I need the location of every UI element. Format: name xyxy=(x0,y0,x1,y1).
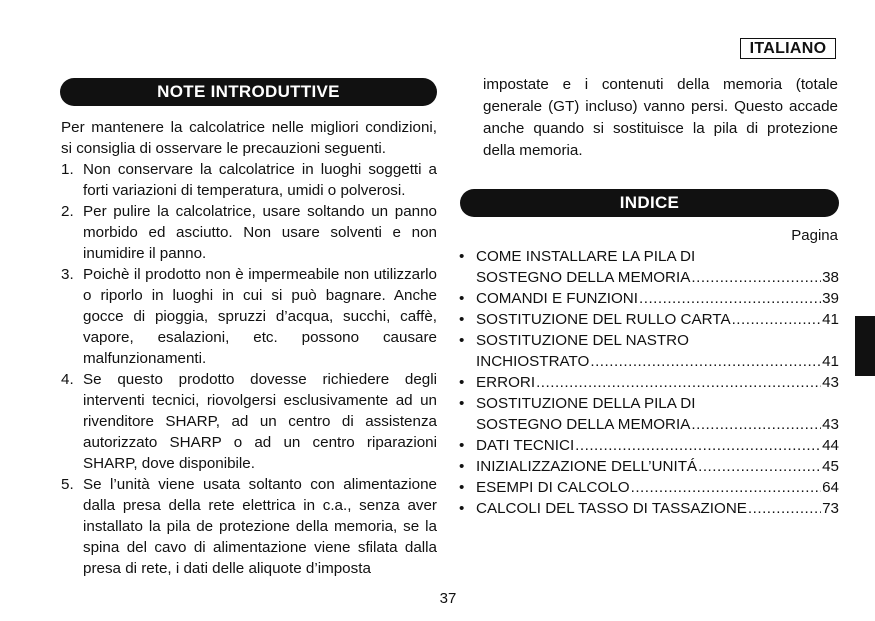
toc-entry xyxy=(459,372,839,393)
toc-entry-title: SOSTEGNO DELLA MEMORIA xyxy=(476,269,691,286)
item-number: 2. xyxy=(61,203,74,220)
bullet-icon: • xyxy=(459,290,465,307)
section-edge-tab xyxy=(855,316,875,376)
bullet-icon: • xyxy=(459,395,465,412)
toc-entry xyxy=(459,288,839,309)
toc-entry-page: 39 xyxy=(822,290,839,307)
toc-entry-page: 43 xyxy=(822,416,839,433)
item-number: 4. xyxy=(61,371,74,388)
item-text: Per pulire la calcolatrice, usare soltando un panno morbido ed asciutto. Non usare solventi e non inumidire il panno. xyxy=(83,203,437,262)
toc-entry-title: INIZIALIZZAZIONE DELL’UNITÁ xyxy=(476,458,698,475)
toc-entry-page: 73 xyxy=(822,500,839,517)
item-text: Se l’unità viene usata soltanto con alimentazione dalla presa della rete elettrica in c.a., senza aver installato la pila de protezione della memoria, se la spina del cavo di alimentazione viene sfilata dalla presa di rete, i dati delle aliquote d’imposta xyxy=(83,476,437,577)
toc-entry-page: 64 xyxy=(822,479,839,496)
toc-entry xyxy=(459,246,839,288)
toc-entry-page: 41 xyxy=(822,353,839,370)
page-number: 37 xyxy=(439,590,457,607)
section-heading-note-introduttive: NOTE INTRODUTTIVE xyxy=(60,78,437,106)
toc-entry xyxy=(459,435,839,456)
dot-leader xyxy=(691,267,821,288)
list-item xyxy=(61,369,437,474)
toc-entry-title: INCHIOSTRATO xyxy=(476,353,590,370)
table-of-contents xyxy=(459,246,839,519)
bullet-icon: • xyxy=(459,500,465,517)
toc-entry-page: 45 xyxy=(822,458,839,475)
dot-leader xyxy=(639,288,821,309)
toc-entry-title: DATI TECNICI xyxy=(476,437,575,454)
toc-entry-page: 41 xyxy=(822,311,839,328)
page-column-label: Pagina xyxy=(791,227,838,244)
toc-entry-title: SOSTITUZIONE DEL RULLO CARTA xyxy=(476,311,731,328)
dot-leader xyxy=(575,435,821,456)
item-number: 5. xyxy=(61,476,74,493)
toc-entry-page: 38 xyxy=(822,269,839,286)
list-item xyxy=(61,474,437,579)
toc-entry xyxy=(459,393,839,435)
bullet-icon: • xyxy=(459,374,465,391)
toc-entry-title: CALCOLI DEL TASSO DI TASSAZIONE xyxy=(476,500,747,517)
toc-entry xyxy=(459,456,839,477)
list-item xyxy=(61,201,437,264)
toc-entry-title: COME INSTALLARE LA PILA DI xyxy=(476,248,696,265)
bullet-icon: • xyxy=(459,437,465,454)
item-text: Non conservare la calcolatrice in luoghi soggetti a forti variazioni di temperatura, umidi o polverosi. xyxy=(83,161,437,199)
toc-entry-title: SOSTITUZIONE DELLA PILA DI xyxy=(476,395,696,412)
toc-entry-title: ERRORI xyxy=(476,374,536,391)
language-tag: ITALIANO xyxy=(740,38,836,59)
dot-leader xyxy=(698,456,821,477)
introductory-notes xyxy=(61,117,437,579)
dot-leader xyxy=(732,309,822,330)
bullet-icon: • xyxy=(459,311,465,328)
toc-entry xyxy=(459,477,839,498)
toc-entry-title: SOSTEGNO DELLA MEMORIA xyxy=(476,416,691,433)
intro-paragraph: Per mantenere la calcolatrice nelle migliori condizioni, si consiglia di osservare le precauzioni seguenti. xyxy=(61,119,437,157)
bullet-icon: • xyxy=(459,332,465,349)
toc-entry xyxy=(459,330,839,372)
dot-leader xyxy=(536,372,821,393)
toc-entry xyxy=(459,309,839,330)
item-number: 3. xyxy=(61,266,74,283)
list-item xyxy=(61,159,437,201)
toc-entry-page: 44 xyxy=(822,437,839,454)
toc-entry xyxy=(459,498,839,519)
dot-leader xyxy=(590,351,821,372)
toc-entry-title: ESEMPI DI CALCOLO xyxy=(476,479,630,496)
dot-leader xyxy=(748,498,821,519)
bullet-icon: • xyxy=(459,248,465,265)
dot-leader xyxy=(691,414,821,435)
item-text: Se questo prodotto dovesse richiedere degli interventi tecnici, riovolgersi esclusivamente ad un rivenditore SHARP, ad un centro di assistenza autorizzato SHARP o ad un centro riparazioni SHARP, dove disponibile. xyxy=(83,371,437,472)
item-number: 1. xyxy=(61,161,74,178)
precautions-list xyxy=(61,159,437,579)
bullet-icon: • xyxy=(459,458,465,475)
section-heading-indice: INDICE xyxy=(460,189,839,217)
item-text: Poichè il prodotto non è impermeabile non utilizzarlo o riporlo in luoghi in cui si può bagnare. Anche gocce di pioggia, spruzzi d’acqua, succhi, caffè, vapore, esalazioni, etc. possono causare malfunzionamenti. xyxy=(83,266,437,367)
continuation-paragraph: impostate e i contenuti della memoria (totale generale (GT) incluso) vanno persi. Questo accade anche quando si sostituisce la pila di protezione della memoria. xyxy=(483,76,838,159)
dot-leader xyxy=(631,477,821,498)
bullet-icon: • xyxy=(459,479,465,496)
toc-entry-page: 43 xyxy=(822,374,839,391)
list-item xyxy=(61,264,437,369)
toc-entry-title: COMANDI E FUNZIONI xyxy=(476,290,638,307)
toc-entry-title: SOSTITUZIONE DEL NASTRO xyxy=(476,332,689,349)
